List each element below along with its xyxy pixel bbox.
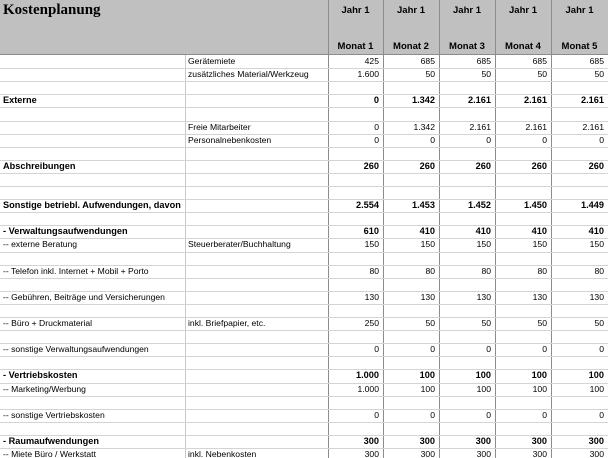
month-header: Monat 3 [449,41,485,52]
value-cell[interactable]: 100 [476,384,491,394]
value-cell[interactable]: 250 [364,318,379,328]
value-cell[interactable]: 260 [588,161,604,171]
value-cell[interactable]: 0 [486,135,491,145]
row-label[interactable]: Abschreibungen [3,161,76,171]
value-cell[interactable]: 300 [588,436,604,446]
row-label[interactable]: -- Telefon inkl. Internet + Mobil + Porto [3,266,149,276]
column-divider [185,55,186,458]
value-cell[interactable]: 0 [599,410,604,420]
row-divider [0,396,608,397]
value-cell[interactable]: 300 [532,449,547,458]
value-cell[interactable]: 130 [532,292,547,302]
month-header: Monat 1 [337,41,374,52]
value-cell[interactable]: 410 [531,226,547,236]
value-cell[interactable]: 300 [419,436,435,446]
value-cell[interactable]: 425 [364,56,379,66]
month-header: Monat 2 [393,41,429,52]
year-header: Jahr 1 [509,5,537,16]
row-detail[interactable]: Personalnebenkosten [188,135,272,145]
value-cell[interactable]: 80 [481,266,491,276]
value-cell[interactable]: 0 [486,344,491,354]
row-detail[interactable]: Gerätemiete [188,56,236,66]
value-cell[interactable]: 300 [363,436,379,446]
row-detail[interactable]: Freie Mitarbeiter [188,122,251,132]
row-label[interactable]: -- Marketing/Werbung [3,384,86,394]
value-cell[interactable]: 100 [419,370,435,380]
value-cell[interactable]: 0 [486,410,491,420]
value-cell[interactable]: 0 [599,344,604,354]
value-cell[interactable]: 50 [481,318,491,328]
row-divider [0,356,608,357]
row-label[interactable]: -- Büro + Druckmaterial [3,318,93,328]
value-cell[interactable]: 50 [537,318,547,328]
row-divider [0,330,608,331]
row-label[interactable]: Externe [3,95,37,105]
value-cell[interactable]: 2.161 [524,95,547,105]
value-cell[interactable]: 1.452 [468,200,491,210]
value-cell[interactable]: 80 [594,266,604,276]
value-cell[interactable]: 100 [589,384,604,394]
value-cell[interactable]: 0 [430,135,435,145]
row-label[interactable]: Sonstige betriebl. Aufwendungen, davon [3,200,181,210]
value-cell[interactable]: 0 [430,344,435,354]
value-cell[interactable]: 150 [476,239,491,249]
value-cell[interactable]: 130 [589,292,604,302]
value-cell[interactable]: 0 [542,410,547,420]
year-header: Jahr 1 [453,5,481,16]
row-divider [0,107,608,108]
value-cell[interactable]: 50 [425,318,435,328]
value-cell[interactable]: 150 [589,239,604,249]
value-cell[interactable]: 50 [481,69,491,79]
value-cell[interactable]: 1.450 [524,200,547,210]
year-header: Jahr 1 [341,5,370,16]
value-cell[interactable]: 2.161 [582,122,604,132]
value-cell[interactable]: 1.449 [581,200,604,210]
row-divider [0,422,608,423]
month-header: Monat 5 [561,41,598,52]
value-cell[interactable]: 0 [599,135,604,145]
month-header: Monat 4 [505,41,541,52]
value-cell[interactable]: 1.453 [412,200,435,210]
row-detail[interactable]: Steuerberater/Buchhaltung [188,239,291,249]
value-cell[interactable]: 100 [475,370,491,380]
value-cell[interactable]: 2.161 [469,122,491,132]
row-divider [0,173,608,174]
row-divider [0,147,608,148]
value-cell[interactable]: 80 [537,266,547,276]
value-cell[interactable]: 130 [420,292,435,302]
value-cell[interactable]: 300 [364,449,379,458]
value-cell[interactable]: 685 [589,56,604,66]
value-cell[interactable]: 410 [475,226,491,236]
row-detail[interactable]: inkl. Briefpapier, etc. [188,318,266,328]
value-cell[interactable]: 1.342 [412,95,435,105]
value-cell[interactable]: 150 [364,239,379,249]
value-cell[interactable]: 685 [420,56,435,66]
row-label[interactable]: -- externe Beratung [3,239,78,249]
value-cell[interactable]: 300 [476,449,491,458]
row-divider [0,304,608,305]
row-label[interactable]: -- Gebühren, Beiträge und Versicherungen [3,292,165,302]
value-cell[interactable]: 1.600 [357,69,379,79]
value-cell[interactable]: 50 [594,318,604,328]
value-cell[interactable]: 0 [374,122,379,132]
value-cell[interactable]: 100 [532,384,547,394]
value-cell[interactable]: 0 [542,135,547,145]
value-cell[interactable]: 100 [531,370,547,380]
value-cell[interactable]: 80 [425,266,435,276]
row-label[interactable]: - Verwaltungsaufwendungen [3,226,128,236]
value-cell[interactable]: 2.161 [525,122,547,132]
value-cell[interactable]: 0 [374,135,379,145]
value-cell[interactable]: 130 [476,292,491,302]
value-cell[interactable]: 2.161 [468,95,491,105]
sheet-title: Kostenplanung [3,2,101,18]
row-label[interactable]: - Raumaufwendungen [3,436,99,446]
value-cell[interactable]: 130 [364,292,379,302]
value-cell[interactable]: 260 [363,161,379,171]
row-divider [0,252,608,253]
value-cell[interactable]: 685 [476,56,491,66]
value-cell[interactable]: 80 [369,266,379,276]
value-cell[interactable]: 0 [374,410,379,420]
value-cell[interactable]: 0 [374,344,379,354]
value-cell[interactable]: 2.554 [356,200,379,210]
row-label[interactable]: -- Miete Büro / Werkstatt [3,449,96,458]
value-cell[interactable]: 410 [588,226,604,236]
row-divider [0,278,608,279]
value-cell[interactable]: 1.000 [356,370,379,380]
value-cell[interactable]: 260 [419,161,435,171]
value-cell[interactable]: 300 [475,436,491,446]
year-header: Jahr 1 [565,5,594,16]
value-cell[interactable]: 1.342 [413,122,435,132]
value-cell[interactable]: 50 [425,69,435,79]
value-cell[interactable]: 150 [420,239,435,249]
value-cell[interactable]: 260 [475,161,491,171]
value-cell[interactable]: 300 [420,449,435,458]
row-divider [0,81,608,82]
row-divider [0,212,608,213]
value-cell[interactable]: 0 [430,410,435,420]
value-cell[interactable]: 260 [531,161,547,171]
row-detail[interactable]: inkl. Nebenkosten [188,449,257,458]
row-label[interactable]: -- sonstige Verwaltungsaufwendungen [3,344,149,354]
value-cell[interactable]: 0 [373,95,379,105]
value-cell[interactable]: 50 [594,69,604,79]
value-cell[interactable]: 300 [589,449,604,458]
value-cell[interactable]: 410 [419,226,435,236]
value-cell[interactable]: 150 [532,239,547,249]
value-cell[interactable]: 610 [363,226,379,236]
value-cell[interactable]: 2.161 [581,95,604,105]
value-cell[interactable]: 0 [542,344,547,354]
value-cell[interactable]: 100 [420,384,435,394]
value-cell[interactable]: 1.000 [357,384,379,394]
row-label[interactable]: - Vertriebskosten [3,370,78,380]
row-detail[interactable]: zusätzliches Material/Werkzeug [188,69,309,79]
value-cell[interactable]: 300 [531,436,547,446]
value-cell[interactable]: 50 [537,69,547,79]
value-cell[interactable]: 100 [588,370,604,380]
row-label[interactable]: -- sonstige Vertriebskosten [3,410,105,420]
value-cell[interactable]: 685 [532,56,547,66]
row-divider [0,186,608,187]
year-header: Jahr 1 [397,5,425,16]
